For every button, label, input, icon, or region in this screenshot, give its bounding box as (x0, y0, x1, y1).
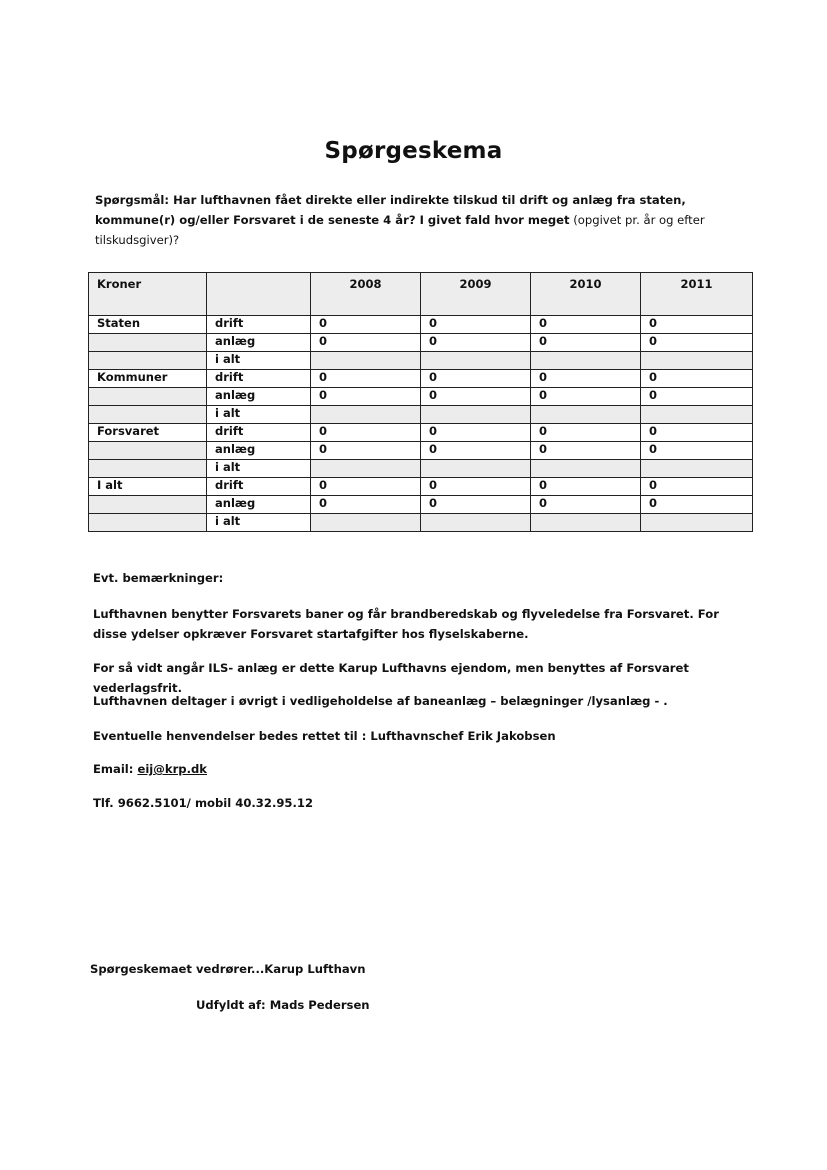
phone-line: Tlf. 9662.5101/ mobil 40.32.95.12 (93, 796, 314, 810)
value-cell: 0 (641, 424, 753, 442)
value-cell: 0 (641, 370, 753, 388)
value-cell: 0 (311, 370, 421, 388)
header-year: 2008 (311, 273, 421, 316)
row-group-cell (89, 334, 207, 352)
row-type-cell: i alt (207, 514, 311, 532)
row-type-cell: anlæg (207, 442, 311, 460)
value-cell (641, 406, 753, 424)
value-cell: 0 (421, 442, 531, 460)
email-label: Email: (93, 762, 138, 776)
value-cell (531, 352, 641, 370)
value-cell: 0 (311, 478, 421, 496)
row-group-cell: Staten (89, 316, 207, 334)
value-cell: 0 (311, 388, 421, 406)
email-line (93, 759, 753, 779)
table-row (89, 442, 753, 460)
document-title: Spørgeskema (324, 138, 503, 164)
row-group-cell (89, 460, 207, 478)
header-year: 2010 (531, 273, 641, 316)
row-type-cell: drift (207, 424, 311, 442)
value-cell: 0 (311, 496, 421, 514)
row-group-cell (89, 514, 207, 532)
value-cell: 0 (421, 316, 531, 334)
value-cell: 0 (641, 388, 753, 406)
value-cell (641, 460, 753, 478)
header-year: 2011 (641, 273, 753, 316)
value-cell (421, 406, 531, 424)
value-cell: 0 (421, 370, 531, 388)
value-cell: 0 (641, 316, 753, 334)
value-cell: 0 (641, 334, 753, 352)
value-cell: 0 (421, 388, 531, 406)
value-cell: 0 (421, 334, 531, 352)
value-cell: 0 (421, 424, 531, 442)
table-row (89, 406, 753, 424)
row-type-cell: i alt (207, 460, 311, 478)
row-group-cell (89, 388, 207, 406)
value-cell: 0 (531, 478, 641, 496)
value-cell: 0 (421, 496, 531, 514)
row-type-cell: drift (207, 316, 311, 334)
header-type (207, 273, 311, 316)
table-header-row (89, 273, 753, 316)
value-cell: 0 (311, 316, 421, 334)
row-group-cell (89, 406, 207, 424)
row-group-cell: Kommuner (89, 370, 207, 388)
table-row (89, 370, 753, 388)
row-type-cell: i alt (207, 406, 311, 424)
value-cell: 0 (311, 424, 421, 442)
remarks-paragraph-4: Eventuelle henvendelser bedes rettet til : Lufthavnschef Erik Jakobsen (93, 729, 556, 743)
value-cell (421, 514, 531, 532)
value-cell (311, 514, 421, 532)
email-link[interactable]: eij@krp.dk (137, 762, 207, 776)
remarks-paragraph-3: Lufthavnen deltager i øvrigt i vedligeholdelse af baneanlæg – belægninger /lysanlæg - . (93, 694, 668, 708)
row-group-cell (89, 496, 207, 514)
value-cell: 0 (641, 478, 753, 496)
value-cell: 0 (641, 496, 753, 514)
remarks-paragraph-2: For så vidt angår ILS- anlæg er dette Karup Lufthavns ejendom, men benyttes af Forsvaret vederlagsfrit. (93, 661, 689, 695)
value-cell (311, 352, 421, 370)
table-row (89, 352, 753, 370)
value-cell: 0 (311, 334, 421, 352)
row-group-cell (89, 442, 207, 460)
subsidy-table (88, 272, 753, 532)
row-type-cell: anlæg (207, 496, 311, 514)
table-row (89, 514, 753, 532)
value-cell: 0 (421, 478, 531, 496)
table-row (89, 496, 753, 514)
value-cell: 0 (531, 496, 641, 514)
value-cell: 0 (531, 442, 641, 460)
row-type-cell: anlæg (207, 388, 311, 406)
value-cell (531, 406, 641, 424)
question-bold: Spørgsmål: Har lufthavnen fået direkte eller indirekte tilskud til drift og anlæg fra staten, kommune(r) og/eller Forsvaret i de seneste 4 år? I givet fald hvor meget (95, 193, 686, 227)
row-type-cell: drift (207, 370, 311, 388)
value-cell (311, 460, 421, 478)
table-row (89, 424, 753, 442)
value-cell (641, 352, 753, 370)
question-normal: (opgivet pr. år og efter tilskudsgiver)? (95, 213, 705, 247)
value-cell (641, 514, 753, 532)
header-kroner: Kroner (89, 273, 207, 316)
row-group-cell: I alt (89, 478, 207, 496)
row-type-cell: anlæg (207, 334, 311, 352)
filled-by-line: Udfyldt af: Mads Pedersen (196, 998, 370, 1012)
value-cell: 0 (531, 370, 641, 388)
value-cell (421, 352, 531, 370)
table-row (89, 478, 753, 496)
value-cell (531, 514, 641, 532)
remarks-heading: Evt. bemærkninger: (93, 571, 224, 585)
regarding-line: Spørgeskemaet vedrører...Karup Lufthavn (90, 962, 366, 976)
value-cell: 0 (641, 442, 753, 460)
row-type-cell: drift (207, 478, 311, 496)
remarks-paragraph-1: Lufthavnen benytter Forsvarets baner og får brandberedskab og flyveledelse fra Forsvaret. For disse ydelser opkræver Forsvaret startafgifter hos flyselskaberne. (93, 607, 719, 641)
header-year: 2009 (421, 273, 531, 316)
value-cell: 0 (531, 334, 641, 352)
question-text (95, 190, 745, 250)
row-group-cell: Forsvaret (89, 424, 207, 442)
table-row (89, 460, 753, 478)
value-cell: 0 (311, 442, 421, 460)
table-row (89, 388, 753, 406)
value-cell: 0 (531, 424, 641, 442)
table-row (89, 316, 753, 334)
value-cell (311, 406, 421, 424)
row-group-cell (89, 352, 207, 370)
row-type-cell: i alt (207, 352, 311, 370)
value-cell (421, 460, 531, 478)
table-row (89, 334, 753, 352)
value-cell (531, 460, 641, 478)
value-cell: 0 (531, 388, 641, 406)
value-cell: 0 (531, 316, 641, 334)
